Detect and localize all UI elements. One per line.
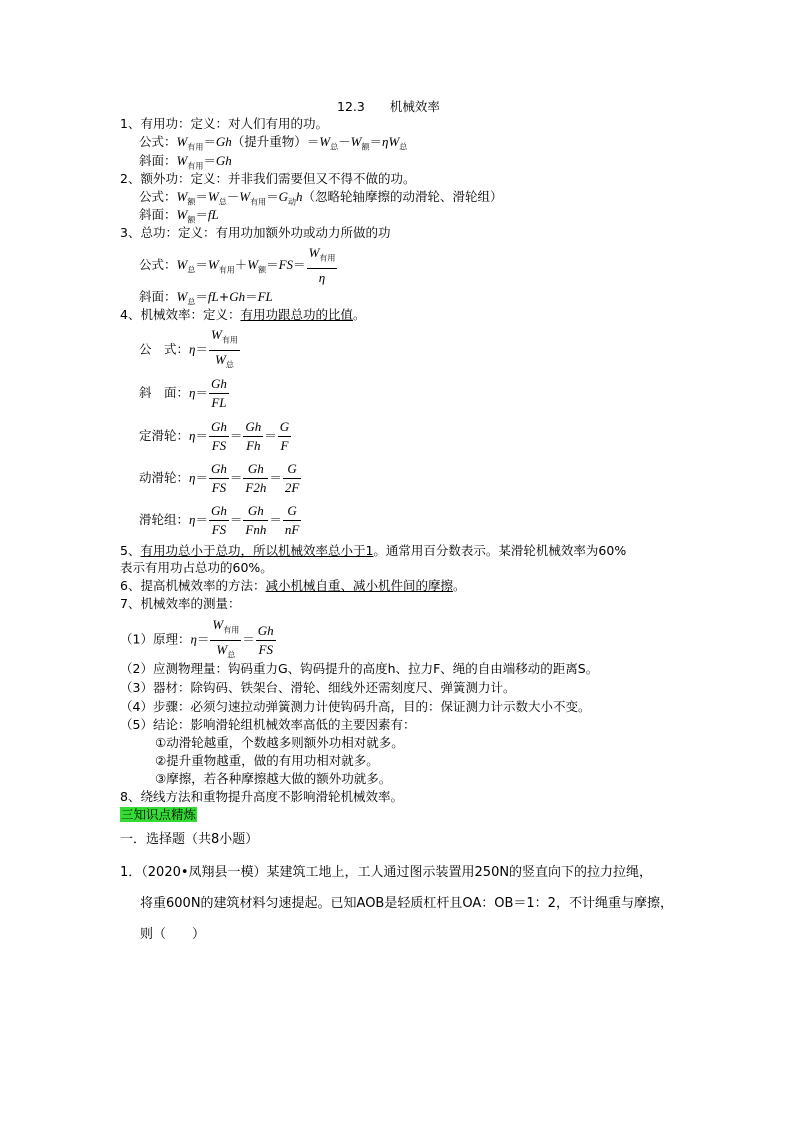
s7-steps: （4）步骤：必须匀速拉动弹簧测力计使钩码升高，目的：保证测力计示数大小不变。 [120,699,591,714]
s1-head: 1、有用功：定义：对人们有用的功。 [120,116,328,131]
s2-incline: 斜面：$W_额=fL$ [139,207,219,225]
section-badge-text: 三知识点精炼 [121,807,197,822]
s4-incline-formula: 斜 面：η＝ $\frac{Gh}{FL}$ [139,376,227,410]
s4-movable-pulley-formula: 动滑轮：η＝ $\frac{Gh}{FS}$ ＝ $\frac{Gh}{F2h}$ ＝ $\frac{G}{2F}$ [139,461,300,495]
s3-head: 3、总功：定义：有用功加额外功或动力所做的功 [120,225,391,240]
s4-pulley-block-formula: 滑轮组：η＝ $\frac{Gh}{FS}$ ＝ $\frac{Gh}{\text{Fnh}}$ ＝ $\frac{G}{nF}$ [139,503,300,537]
s7-conclusion-item-3: ③摩擦，若各种摩擦越大做的额外功就多。 [155,771,392,786]
exercise-heading: 一．选择题（共8小题） [120,832,259,847]
s7-measured-quantities: （2）应测物理量：钩码重力G、钩码提升的高度h、拉力F、绳的自由端移动的距离S。 [120,661,599,676]
s2-formula: 公式：$W_额=W_总-W_{有用}=G_动h$（忽略轮轴摩擦的动滑轮、滑轮组） [139,189,503,207]
question-1-line-3: 则（ ） [140,927,206,942]
s4-head: 4、机械效率：定义：有用功跟总功的比值。 [120,307,366,322]
question-1-line-2: 将重600N的建筑材料匀速提起。已知AOB是轻质杠杆且OA：OB＝1：2，不计绳重与摩擦， [140,896,673,911]
s3-formula: 公式：$W_总=W_{有用}+W_额=FS=$ $\frac{W_{有用}}{\eta}$ [139,245,336,285]
s7-equipment: （3）器材：除钩码、铁架台、滑轮、细线外还需刻度尺、弹簧测力计。 [120,680,516,695]
s7-principle: （1）原理：η＝ $\frac{W_{有用}}{W_总}$ ＝ $\frac{Gh}{FS}$ [120,617,274,659]
s4-efficiency-formula: 公 式：η＝ $\frac{W_{有用}}{W_总}$ [139,327,238,369]
s6-underlined: 减小机械自重、减小机件间的摩擦 [265,578,453,593]
s8-line: 8、绕线方法和重物提升高度不影响滑轮机械效率。 [120,789,403,804]
s7-conclusion: （5）结论：影响滑轮组机械效率高低的主要因素有： [120,717,416,732]
s1-incline: 斜面：$W_{有用}=Gh$ [139,153,232,171]
s5-underlined: 有用功总小于总功，所以机械效率总小于1 [140,543,374,558]
s1-formula: 公式：$W_{有用}=Gh$（提升重物）$=W_总-W_额=\eta W_总$ [139,134,408,152]
s6-line: 6、提高机械效率的方法：减小机械自重、减小机件间的摩擦。 [120,578,466,593]
question-1-line-1: 1．（2020•凤翔县一模）某建筑工地上，工人通过图示装置用250N的竖直向下的拉力拉绳， [120,865,653,880]
page-title: 12.3 机械效率 [337,99,440,114]
s7-conclusion-item-2: ②提升重物越重，做的有用功相对就多。 [155,753,379,768]
s5-line1: 5、有用功总小于总功，所以机械效率总小于1。通常用百分数表示。某滑轮机械效率为60% [120,543,627,558]
s7-conclusion-item-1: ①动滑轮越重，个数越多则额外功相对就多。 [155,735,404,750]
s7-head: 7、机械效率的测量： [120,596,241,611]
s5-line2: 表示有用功占总功的60%。 [120,560,273,575]
s4-fixed-pulley-formula: 定滑轮：η＝ $\frac{Gh}{FS}$ ＝ $\frac{Gh}{Fh}$ ＝ $\frac{G}{F}$ [139,419,290,453]
section-badge [120,806,197,823]
s4-definition-underlined: 有用功跟总功的比值 [240,307,353,322]
s2-head: 2、额外功：定义：并非我们需要但又不得不做的功。 [120,171,416,186]
s3-incline: 斜面：$W_总=fL+Gh=FL$ [139,289,273,307]
